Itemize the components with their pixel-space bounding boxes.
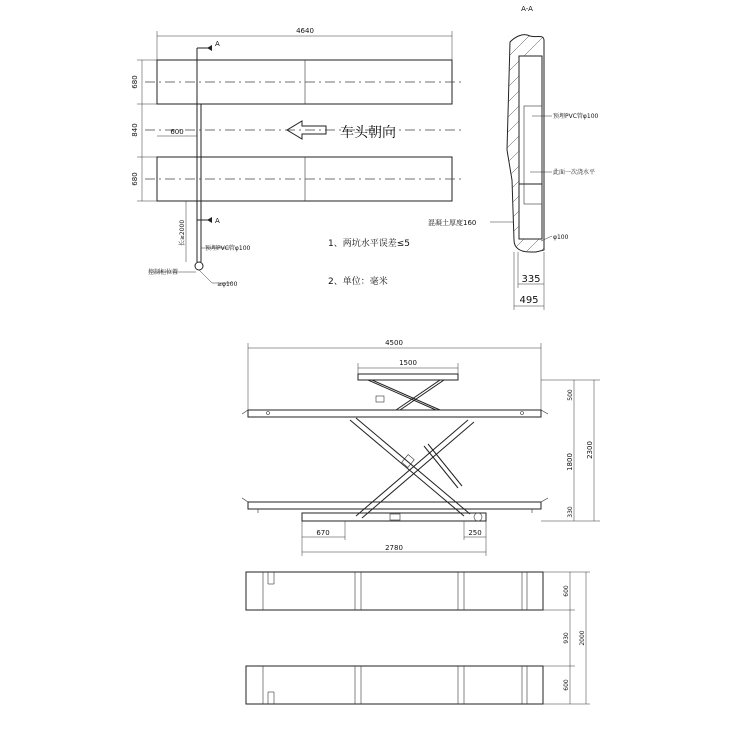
section-arrow-top xyxy=(207,45,212,51)
pipe-dia-label: ≥φ100 xyxy=(217,281,238,288)
dim-lift-height: 1800 xyxy=(566,453,574,471)
dim-pipe-length: 长≥2000 xyxy=(179,219,186,247)
concrete-label: 混凝土厚度160 xyxy=(428,219,477,227)
control-box-icon xyxy=(195,262,203,270)
elev-top-platform xyxy=(358,374,458,380)
top-view xyxy=(246,572,590,704)
pipe-label: 预埋PVC管φ100 xyxy=(205,245,251,252)
section-dim-inner: 335 xyxy=(521,274,541,285)
level-label: 此面一次浇水平 xyxy=(553,169,596,176)
note-1: 1、两坑水平误差≤5 xyxy=(328,239,410,249)
section-title: A-A xyxy=(521,5,533,13)
dim-total-length: 4640 xyxy=(296,27,314,35)
section-mark-top: A xyxy=(215,40,220,48)
dim-offset: 600 xyxy=(170,128,184,136)
dim-top-gap: 930 xyxy=(563,632,570,644)
plan-view xyxy=(131,27,462,288)
elev-main-platform xyxy=(248,410,541,417)
dim-low-height: 330 xyxy=(567,506,574,518)
dim-gap: 840 xyxy=(131,123,139,137)
dim-top-platform: 1500 xyxy=(399,359,417,367)
dim-base-offset: 670 xyxy=(316,529,330,537)
dim-platform-width-top: 680 xyxy=(131,75,139,89)
dim-platform-width-bottom: 680 xyxy=(131,172,139,186)
dim-platform-length: 4500 xyxy=(385,339,403,347)
dim-base-end: 250 xyxy=(468,529,482,537)
dim-base-length: 2780 xyxy=(385,544,403,552)
section-arrow-bottom xyxy=(207,217,212,223)
elev-lowered-platform xyxy=(248,502,541,509)
section-mark-bottom: A xyxy=(215,217,220,225)
top-platform-a xyxy=(246,572,543,610)
pit-cavity xyxy=(519,56,542,239)
dim-total-width: 2000 xyxy=(579,630,586,646)
note-2: 2、单位：毫米 xyxy=(328,277,388,287)
section-dim-outer: 495 xyxy=(519,295,539,306)
dim-platform-width-a: 600 xyxy=(563,585,570,597)
top-platform-b xyxy=(246,666,543,704)
section-pipe-label: 预埋PVC管φ100 xyxy=(553,113,599,120)
dim-max-height: 2300 xyxy=(586,441,594,459)
control-box-label: 控制柜位置 xyxy=(148,269,179,276)
section-pipe-dia: φ100 xyxy=(553,234,569,241)
elevation-view xyxy=(242,339,600,556)
section-view xyxy=(428,5,599,310)
dim-top-height: 500 xyxy=(567,389,574,401)
vehicle-direction-label: 车头朝向 xyxy=(340,125,396,141)
dim-platform-width-b: 600 xyxy=(563,679,570,691)
